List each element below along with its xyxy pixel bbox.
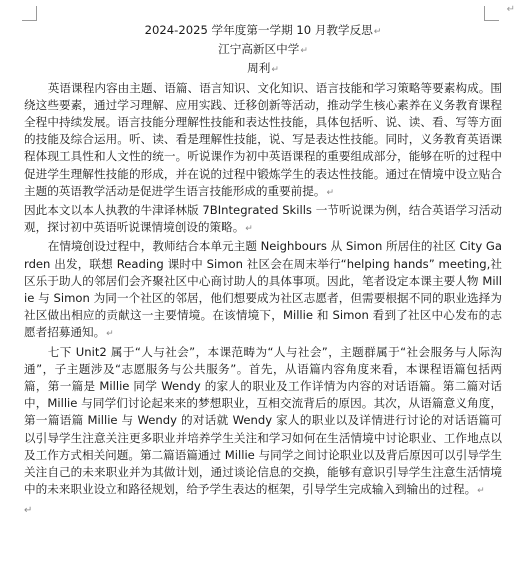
paragraph-mark-icon: ↵ [24,505,33,517]
page-corner-marker [22,6,37,21]
paragraph-mark-icon: ↵ [477,486,485,497]
paragraph-1 [24,80,502,202]
page-corner-marker [484,6,499,21]
document-body[interactable] [24,22,502,520]
document-title [24,22,502,41]
paragraph-2-text: 因此本文以本人执教的牛津译林版 7BIntegrated Skills 一节听说课为例，结合英语学习活动观，探讨初中英语听说课情境创设的策略。 [24,203,502,235]
paragraph-mark-icon: ↵ [373,27,382,37]
paragraph-3 [24,238,502,343]
paragraph-4-text: 七下 Unit2 属于“人与社会”，本课范畴为“人与社会”，主题群属于“社会服务与人际沟通”，子主题涉及“志愿服务与公共服务”。首先，从语篇内容角度来看，本课程语篇包括两篇，第一篇是 Millie 同学 Wendy 的家人的职业及工作详情为内容的对话语篇。第二篇对话中，Millie 与同学们讨论起来来的梦想职业，互相交流背后的原因。其次，从语篇意义角度，第一篇语篇 Millie 与 Wendy 的对话就 Wendy 家人的职业以及详情进行讨论的对话语篇可以引导学生注意关注更多职业并培养学生关注和学习如何在生活情境中讨论职业、工作地点以及工作方式相关问题。第二篇语篇通过 Millie 与同学之间讨论职业以及背后原因可以引导学生关注自己的未来职业并为其做计划，通过谈论信息的交换，能够有意识引导学生注意生活情境中的未来职业设立和路径规划，给予学生表达的框架，引导学生完成输入到输出的过程。 [24,344,502,497]
paragraph-mark-icon: ↵ [300,46,308,57]
paragraph-2 [24,202,502,238]
paragraph-mark-icon: ↵ [106,329,114,340]
paragraph-mark-icon: ↵ [245,224,253,235]
school-name [24,41,502,60]
paragraph-1-text: 英语课程内容由主题、语篇、语言知识、文化知识、语言技能和学习策略等要素构成。围绕这些要素，通过学习理解、应用实践、迁移创新等活动，推动学生核心素养在义务教育课程全程中持续发展。语言技能分理解性技能和表达性技能，具体包括听、说、读、看、写等方面的技能及综合运用。听、读、看是理解性技能，说、写是表达性技能。同时，义务教育英语课程体现工具性和人文性的统一。听说课作为初中英语课程的重要组成部分，能够在听的过程中促进学生理解性技能的形成，并在说的过程中锻炼学生的表达性技能。通过在情境中设立贴合主题的英语教学活动是促进学生语言技能形成的重要前提。 [24,80,502,198]
paragraph-mark-icon: ↵ [326,187,334,198]
school-text: 江宁高新区中学 [218,42,300,57]
paragraph-mark-icon: ↵ [506,4,515,15]
paragraph-3-text: 在情境创设过程中，教师结合本单元主题 Neighbours 从 Simon 所居住的社区 City Garden 出发，联想 Reading 课时中 Simon 社区会在周末举行“helping hands” meeting,社区乐于助人的邻居们会齐聚社区中心商讨助人的具体事项。因此，笔者设定本课主要人物 Millie 与 Simon 为同一个社区的邻居，他们想要成为社区志愿者，但需要根据不同的职业选择为社区做出相应的贡献这一主要情境。在该情境下，Millie 和 Simon 看到了社区中心发布的志愿者招募通知。 [24,239,502,340]
title-text: 2024-2025 学年度第一学期 10 月教学反思 [144,23,373,37]
paragraph-mark-icon: ↵ [271,65,279,76]
paragraph-4 [24,344,502,501]
author-name [24,60,502,79]
author-text: 周利 [247,61,271,76]
